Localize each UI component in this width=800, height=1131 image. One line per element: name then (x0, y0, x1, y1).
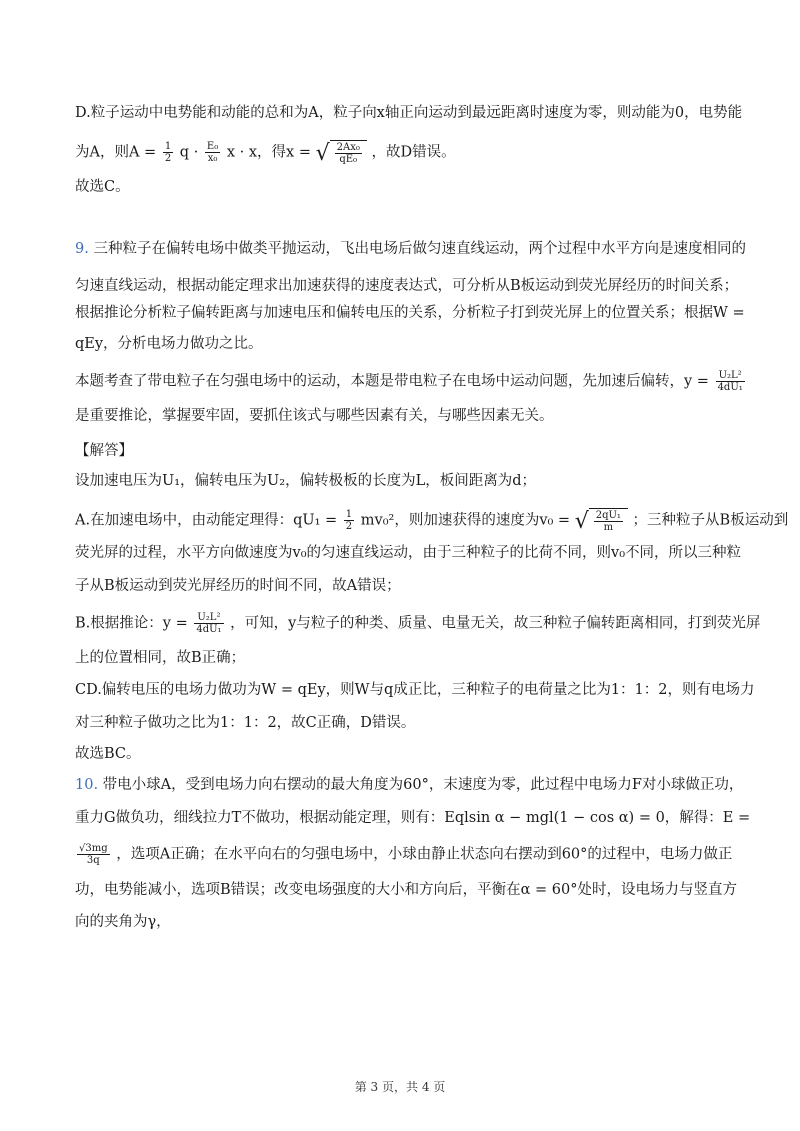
fraction-numerator: 1 (345, 509, 353, 520)
text-line-formula (75, 508, 788, 533)
text-line: 匀速直线运动，根据动能定理求出加速获得的速度表达式，可分析从B板运动到荧光屏经历的时间关系； (75, 278, 739, 294)
text-line: 向的夹角为γ， (75, 914, 171, 930)
fraction (205, 141, 220, 164)
fraction-denominator: x₀ (207, 153, 218, 164)
text-segment: ，可知，y与粒子的种类、质量、电量无关，故三种粒子偏转距离相同，打到荧光屏 (230, 615, 761, 632)
text-line: 对三种粒子做功之比为1：1：2，故C正确，D错误。 (75, 715, 416, 731)
fraction (344, 509, 354, 532)
text-line-formula (75, 370, 747, 393)
text-segment: q · (179, 144, 199, 161)
text-line: 故选C。 (75, 179, 130, 195)
text-line: 功，电势能减小，选项B错误；改变电场强度的大小和方向后，平衡在α = 60°处时，设电场力与竖直方 (75, 882, 738, 898)
text-segment: ，故D错误。 (371, 144, 456, 161)
text-line: 荧光屏的过程，水平方向做速度为v₀的匀速直线运动，由于三种粒子的比荷不同，则v₀不同，所以三种粒 (75, 545, 742, 561)
fraction-numerator: E₀ (206, 141, 219, 152)
fraction-numerator: U₂L² (716, 370, 745, 382)
fraction-numerator: 2qU₁ (595, 510, 621, 521)
text-segment: 带电小球A，受到电场力向右摆动的最大角度为60°，末速度为零，此过程中电场力F对小球做正功， (102, 777, 744, 793)
text-segment: mv₀²，则加速获得的速度为v₀ = (360, 512, 571, 529)
text-line-formula (75, 140, 456, 165)
fraction (163, 141, 173, 164)
square-root: √ $\frac{\text{2Ax₀}}{\text{qE₀}}$ (316, 140, 367, 165)
text-segment: 三种粒子在偏转电场中做类平抛运动，飞出电场后做匀速直线运动，两个过程中水平方向是速度相同的 (93, 241, 746, 257)
fraction-numerator: 1 (164, 141, 172, 152)
text-line: 上的位置相同，故B正确； (75, 650, 246, 666)
fraction (194, 612, 223, 635)
text-line: 子从B板运动到荧光屏经历的时间不同，故A错误； (75, 578, 401, 594)
fraction-numerator: 2Ax₀ (336, 142, 360, 153)
text-line-formula (75, 843, 732, 866)
text-segment: ；三种粒子从B板运动到 (632, 512, 789, 529)
fraction-denominator: 4dU₁ (717, 382, 743, 393)
text-segment: 本题考查了带电粒子在匀强电场中的运动，本题是带电粒子在电场中运动问题，先加速后偏转，y = (75, 373, 709, 390)
fraction-denominator: 4dU₁ (196, 624, 222, 635)
question-number: 9. (75, 241, 89, 257)
text-segment: ，选项A正确；在水平向右的匀强电场中，小球由静止状态向右摆动到60°的过程中，电场力做正 (116, 846, 733, 863)
fraction-denominator: 3q (86, 855, 100, 866)
text-segment: x · x，得x = (226, 144, 311, 161)
text-line: D.粒子运动中电势能和动能的总和为A，粒子向x轴正向运动到最远距离时速度为零，则动能为0，电势能 (75, 105, 743, 121)
fraction-denominator: m (603, 522, 614, 533)
text-line: CD.偏转电压的电场力做功为W = qEy，则W与q成正比，三种粒子的电荷量之比为1：1：2，则有电场力 (75, 682, 755, 698)
section-heading: 【解答】 (75, 443, 133, 459)
fraction-denominator: 2 (164, 153, 172, 164)
text-segment: B.根据推论：y = (75, 615, 188, 632)
text-line-formula (75, 612, 760, 635)
text-line: qEy，分析电场力做功之比。 (75, 336, 263, 352)
square-root: √ $\frac{\text{2qU₁}}{m}$ (575, 508, 628, 533)
question-number: 10. (75, 777, 99, 793)
fraction (716, 370, 745, 393)
text-line: 故选BC。 (75, 746, 141, 762)
question-9-line (75, 239, 746, 259)
text-line: 重力G做负功，细线拉力T不做功，根据动能定理，则有：Eqlsin α − mgl(1 − cos α) = 0，解得：E = (75, 810, 751, 826)
fraction-denominator: qE₀ (339, 154, 358, 165)
fraction-denominator: 2 (345, 521, 353, 532)
text-line: 根据推论分析粒子偏转距离与加速电压和偏转电压的关系，分析粒子打到荧光屏上的位置关系；根据W = (75, 305, 745, 321)
fraction-numerator: U₂L² (194, 612, 223, 624)
fraction (77, 843, 110, 866)
text-line: 是重要推论，掌握要牢固，要抓住该式与哪些因素有关，与哪些因素无关。 (75, 408, 554, 424)
question-10-line (75, 775, 743, 795)
page-footer: 第 3 页，共 4 页 (354, 1080, 446, 1094)
text-segment: 为A，则A = (75, 144, 157, 161)
fraction-numerator: √3mg (79, 843, 108, 854)
text-segment: A.在加速电场中，由动能定理得：qU₁ = (75, 512, 338, 529)
text-line: 设加速电压为U₁，偏转电压为U₂，偏转极板的长度为L，板间距离为d； (75, 473, 536, 489)
